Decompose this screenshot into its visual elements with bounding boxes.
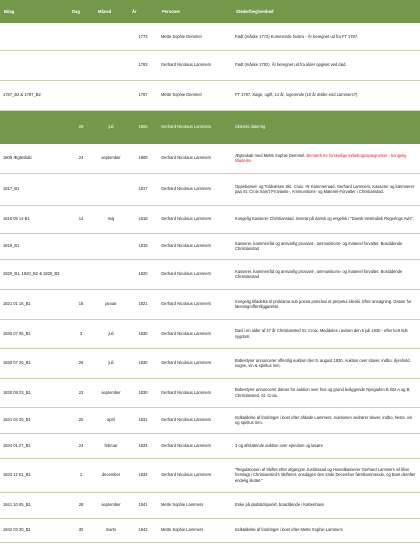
table-row — [0, 205, 420, 233]
cell-maaned-text: september — [101, 389, 121, 395]
cell-sted-text: 3 og afsluttende auktion over ejendom og løsøre — [235, 442, 323, 448]
cell-dag — [68, 110, 94, 143]
cell-person-text: Gerhard Nicolaus Lammers — [161, 442, 212, 448]
cell-aar-text: 1819 — [138, 243, 148, 249]
cell-dag — [68, 259, 94, 289]
cell-bilag — [0, 407, 68, 433]
cell-maaned — [94, 173, 128, 205]
cell-aar-text: 1830 — [138, 330, 148, 336]
cell-maaned-text: april — [107, 417, 115, 423]
cell-bilag — [0, 173, 68, 205]
cell-dag — [68, 80, 94, 110]
cell-person — [158, 205, 232, 233]
cell-bilag — [0, 110, 68, 143]
cell-sted-text: Enke på dødstidspunkt, bosiddende i København — [235, 502, 325, 508]
cell-bilag-text: 1787_B3 & 1787_B2 — [3, 92, 41, 98]
cell-bilag-text: 1818 05 14 B1 — [3, 216, 30, 222]
cell-bilag — [0, 348, 68, 378]
cell-sted-text: Født (måske 1772) Kommende hustru - År beregnet ud fra FT 1787. — [235, 33, 359, 39]
cell-sted-text: FT 1787, Køge, ugift, 14 år, logerende (10 år ældre end Lammers?) — [235, 92, 358, 98]
cell-aar — [128, 143, 158, 173]
cell-maaned-text: januar — [105, 301, 117, 307]
cell-sted — [232, 458, 420, 492]
cell-aar — [128, 492, 158, 518]
cell-bilag — [0, 143, 68, 173]
cell-maaned-text: juli — [108, 123, 114, 129]
cell-maaned-text: juli — [108, 360, 114, 366]
table-row — [0, 458, 420, 492]
cell-person — [158, 110, 232, 143]
table-row — [0, 289, 420, 319]
cell-bilag — [0, 518, 68, 542]
cell-person — [158, 348, 232, 378]
cell-sted-text: Død i en alder af 47 år Christiansted St. Croix. Meddeles i avisen den 5 juli 1830 - efter kort tids sygdom. — [235, 328, 408, 339]
cell-dag — [68, 407, 94, 433]
cell-person-text: Gerhard Nicolaus Lammers — [161, 417, 212, 423]
cell-maaned-text: september — [101, 155, 121, 161]
cell-dag-text: 28 — [78, 123, 84, 129]
cell-bilag — [0, 458, 68, 492]
cell-bilag — [0, 433, 68, 458]
cell-sted — [232, 50, 420, 80]
cell-maaned — [94, 492, 128, 518]
note-highlight: Bemærk tre forskellige kirkebogsoptegnelser - kongelig tilladelse. — [235, 152, 407, 163]
header-dag: Dag — [68, 0, 94, 23]
cell-dag — [68, 23, 94, 50]
cell-bilag — [0, 80, 68, 110]
cell-bilag-text: 1834 12 01_B1 — [3, 472, 31, 478]
cell-person-text: Mette Sophie Demmel — [161, 92, 202, 98]
cell-sted-text: Indkaldelse af fordringer i boet efter Mette Sophie Lammers — [235, 527, 343, 533]
cell-dag-text: 24 — [78, 442, 84, 448]
cell-aar — [128, 80, 158, 110]
cell-bilag — [0, 23, 68, 50]
cell-aar — [128, 50, 158, 80]
cell-aar-text: 1842 — [138, 527, 148, 533]
cell-bilag — [0, 492, 68, 518]
cell-sted-text: Skiemis datering — [235, 123, 266, 129]
cell-sted-text: Kongelig Kasserer Christianstad. Inserat på dansk og engelsk i "Dansk-Vestindisk Regerings Avis". — [235, 216, 414, 222]
cell-sted — [232, 518, 420, 542]
cell-aar-text: 1821 — [138, 301, 148, 307]
cell-dag-text: 28 — [78, 502, 84, 508]
cell-dag — [68, 518, 94, 542]
cell-bilag-text: 1834 01 27_B1 — [3, 442, 31, 448]
cell-dag-text: 3 — [79, 330, 83, 336]
cell-person — [158, 433, 232, 458]
cell-bilag — [0, 50, 68, 80]
cell-maaned — [94, 143, 128, 173]
cell-aar-text: 1831 — [138, 417, 148, 423]
cell-person-text: Gerhard Nicolaus Lammers — [161, 123, 212, 129]
cell-person-text: Mette Sophie Lammers — [161, 527, 204, 533]
cell-dag — [68, 173, 94, 205]
cell-aar — [128, 378, 158, 407]
cell-dag — [68, 433, 94, 458]
cell-sted — [232, 205, 420, 233]
cell-maaned-text: juli — [108, 330, 114, 336]
table-row — [0, 143, 420, 173]
cell-aar-text: 1817 — [138, 186, 148, 192]
cell-aar-text: 1783 — [138, 62, 148, 68]
cell-person — [158, 143, 232, 173]
table-row — [0, 110, 420, 143]
cell-person — [158, 259, 232, 289]
cell-bilag-text: 1841 10 05_B1 — [3, 502, 31, 508]
cell-sted — [232, 319, 420, 348]
cell-maaned — [94, 289, 128, 319]
cell-person-text: Gerhard Nicolaus Lammers — [161, 216, 212, 222]
cell-person-text: Gerhard Nicolaus Lammers — [161, 389, 212, 395]
cell-bilag — [0, 233, 68, 259]
cell-bilag-text: 1818_B1 — [3, 243, 20, 249]
cell-aar — [128, 518, 158, 542]
cell-aar — [128, 407, 158, 433]
cell-aar-text: 1787 — [138, 92, 148, 98]
cell-aar — [128, 259, 158, 289]
cell-maaned — [94, 233, 128, 259]
cell-maaned-text: maj — [107, 216, 115, 222]
cell-bilag-text: 1820_B1, 1820_B2 & 1820_B3 — [3, 271, 60, 277]
cell-person-text: Gerhard Nicolaus Lammers — [161, 243, 212, 249]
cell-sted — [232, 80, 420, 110]
cell-aar-text: 1834 — [138, 472, 148, 478]
cell-dag-text: 26 — [78, 360, 84, 366]
cell-sted — [232, 110, 420, 143]
cell-sted-text: Født (måske 1782). År beregnet ud fra alder opgivet ved død. — [235, 62, 347, 68]
cell-aar-text: 1834 — [138, 442, 148, 448]
cell-dag-text: 24 — [78, 155, 84, 161]
cell-sted — [232, 433, 420, 458]
cell-bilag-text: 1817_B1 — [3, 186, 20, 192]
cell-person — [158, 289, 232, 319]
cell-bilag — [0, 319, 68, 348]
cell-maaned — [94, 518, 128, 542]
cell-aar-text: 1820 — [138, 271, 148, 277]
cell-maaned — [94, 23, 128, 50]
cell-maaned-text: september — [101, 502, 121, 508]
cell-sted — [232, 233, 420, 259]
cell-bilag-text: 1830 07 05_B1 — [3, 330, 31, 336]
cell-dag — [68, 319, 94, 348]
cell-person — [158, 23, 232, 50]
cell-maaned — [94, 205, 128, 233]
cell-bilag-text: 1821 01 16_B1 — [3, 301, 31, 307]
cell-person-text: Gerhard Nicolaus Lammers — [161, 62, 212, 68]
cell-sted — [232, 378, 420, 407]
table-row — [0, 378, 420, 407]
cell-person — [158, 458, 232, 492]
cell-aar-text: 1818 — [138, 216, 148, 222]
cell-person-text: Gerhard Nicolaus Lammers — [161, 472, 212, 478]
cell-bilag — [0, 289, 68, 319]
cell-aar — [128, 348, 158, 378]
table-row — [0, 407, 420, 433]
cell-person — [158, 173, 232, 205]
cell-sted-text: Bobestyrer annoncerer offentlig auktion den 5. august 1830. Auktion over slaver, indbo, dyrehold, vogne, vin & spiritus mm. — [235, 357, 411, 368]
cell-person — [158, 407, 232, 433]
cell-bilag-text: 1809 Ægteskab — [3, 155, 32, 161]
header-aar: År — [128, 0, 158, 23]
cell-aar — [128, 110, 158, 143]
cell-maaned — [94, 50, 128, 80]
cell-aar — [128, 319, 158, 348]
cell-bilag-text: 1842 03 30_B1 — [3, 527, 31, 533]
cell-sted-text: Oppebørsel- og Toldvæsen Skt. Croix. Hr Kammerraad, Gerhard Lammers, Kasserer og kæmnerer paa St. Croix Sam't Proviants-, Ammunitions- og Materiel-Forvalter i Christianstad. — [235, 183, 415, 194]
table-row — [0, 433, 420, 458]
cell-bilag-text: 1830 09 23_B1 — [3, 389, 31, 395]
cell-aar-text: 1830 — [138, 360, 148, 366]
cell-aar — [128, 233, 158, 259]
cell-dag — [68, 378, 94, 407]
cell-sted — [232, 348, 420, 378]
cell-aar-text: 1806 — [138, 123, 148, 129]
cell-sted — [232, 259, 420, 289]
header-maaned: Måned — [94, 0, 128, 23]
cell-dag — [68, 233, 94, 259]
header-steder: Steder/begivenhed — [232, 0, 420, 23]
cell-aar — [128, 458, 158, 492]
cell-sted-text: Bobestyrer annoncerer datoer for auktion over hus og grund beliggende Nyegaden B litra A og B, Christiansted, St. Croix. — [235, 387, 411, 398]
cell-person — [158, 50, 232, 80]
cell-sted — [232, 23, 420, 50]
cell-person — [158, 378, 232, 407]
cell-dag-text: 23 — [78, 389, 84, 395]
cell-bilag — [0, 378, 68, 407]
cell-person — [158, 80, 232, 110]
cell-maaned — [94, 458, 128, 492]
cell-person — [158, 233, 232, 259]
cell-person-text: Mette Sophie Demmel — [161, 33, 202, 39]
cell-aar-text: 1773 — [138, 33, 148, 39]
cell-person-text: Mette Sophie Lammers — [161, 502, 204, 508]
table-row — [0, 348, 420, 378]
cell-bilag — [0, 259, 68, 289]
cell-sted — [232, 407, 420, 433]
table-row — [0, 80, 420, 110]
cell-aar — [128, 173, 158, 205]
cell-sted — [232, 143, 420, 173]
cell-person — [158, 518, 232, 542]
cell-sted-text: Kasserer, kammerråd og ansvarlig proviant-, ammunitions- og materiel forvalter. Bosiddende Christianstad — [235, 268, 403, 279]
cell-dag — [68, 50, 94, 80]
cell-maaned-text: marts — [105, 527, 117, 533]
cell-aar-text: 1841 — [138, 502, 148, 508]
cell-dag-text: 1 — [79, 472, 83, 478]
cell-aar — [128, 433, 158, 458]
table-row — [0, 492, 420, 518]
cell-dag — [68, 205, 94, 233]
cell-aar — [128, 289, 158, 319]
table-row — [0, 23, 420, 50]
cell-maaned — [94, 319, 128, 348]
table-row — [0, 50, 420, 80]
cell-sted-text: Kasserer, kammerråd og ansvarlig proviant-, ammunitions- og materiel forvalter. Bosiddende Christianstad — [235, 240, 403, 251]
cell-sted-text: "Regulationen af Skiftet efter afgangne Justitsraad og Hovedkasserer Gerhard Lammers vil blive fremlagt i Christiansted's Skifteret, onsdagen den 24de December førstkommende, og Boet derefter endelig sluttet." — [235, 467, 416, 483]
cell-maaned — [94, 407, 128, 433]
cell-sted — [232, 173, 420, 205]
cell-bilag-text: 1831 04 25_B1 — [3, 417, 31, 423]
cell-sted-text: Kongelig tilladelse til proklama sub poena præclusi et perpetui silentii. Efter ansøgning. Datoer for læsning/offentliggørelse. — [235, 298, 412, 309]
cell-person-text: Gerhard Nicolaus Lammers — [161, 186, 212, 192]
table-row — [0, 259, 420, 289]
cell-maaned — [94, 110, 128, 143]
cell-person-text: Gerhard Nicolaus Lammers — [161, 360, 212, 366]
table-row — [0, 518, 420, 542]
cell-person — [158, 319, 232, 348]
cell-aar — [128, 205, 158, 233]
cell-dag-text: 16 — [78, 301, 84, 307]
cell-maaned — [94, 433, 128, 458]
cell-dag — [68, 492, 94, 518]
cell-dag-text: 30 — [78, 527, 84, 533]
cell-sted-text: Ægteskab med Mette Sophie Demmel. — [235, 152, 307, 158]
cell-person-text: Gerhard Nicolaus Lammers — [161, 155, 212, 161]
header-bilag: Bilag — [0, 0, 68, 23]
cell-bilag — [0, 205, 68, 233]
cell-person-text: Gerhard Nicolaus Lammers — [161, 330, 212, 336]
cell-person-text: Gerhard Nicolaus Lammers — [161, 271, 212, 277]
cell-maaned-text: februar — [104, 442, 118, 448]
cell-dag-text: 25 — [78, 417, 84, 423]
cell-aar-text: 1809 — [138, 155, 148, 161]
cell-person-text: Gerhard Nicolaus Lammers — [161, 301, 212, 307]
cell-sted-text: Indkaldelse af fordringer i boet efter afdøde Lammers. Auktionen vedrører slaver, indbo, heste, vin og spiritus mm. — [235, 414, 413, 425]
cell-sted — [232, 492, 420, 518]
table-row — [0, 233, 420, 259]
cell-bilag-text: 1830 07 26_B1 — [3, 360, 31, 366]
table-row — [0, 319, 420, 348]
cell-dag — [68, 348, 94, 378]
cell-dag-text: 14 — [78, 216, 84, 222]
cell-dag — [68, 143, 94, 173]
cell-sted — [232, 289, 420, 319]
cell-person — [158, 492, 232, 518]
cell-maaned — [94, 80, 128, 110]
cell-maaned — [94, 259, 128, 289]
cell-aar-text: 1830 — [138, 389, 148, 395]
header-row — [0, 0, 420, 23]
header-personer: Personer — [158, 0, 232, 23]
cell-dag — [68, 458, 94, 492]
cell-maaned — [94, 378, 128, 407]
table-row — [0, 173, 420, 205]
cell-maaned — [94, 348, 128, 378]
cell-dag — [68, 289, 94, 319]
cell-maaned-text: december — [101, 472, 121, 478]
cell-aar — [128, 23, 158, 50]
